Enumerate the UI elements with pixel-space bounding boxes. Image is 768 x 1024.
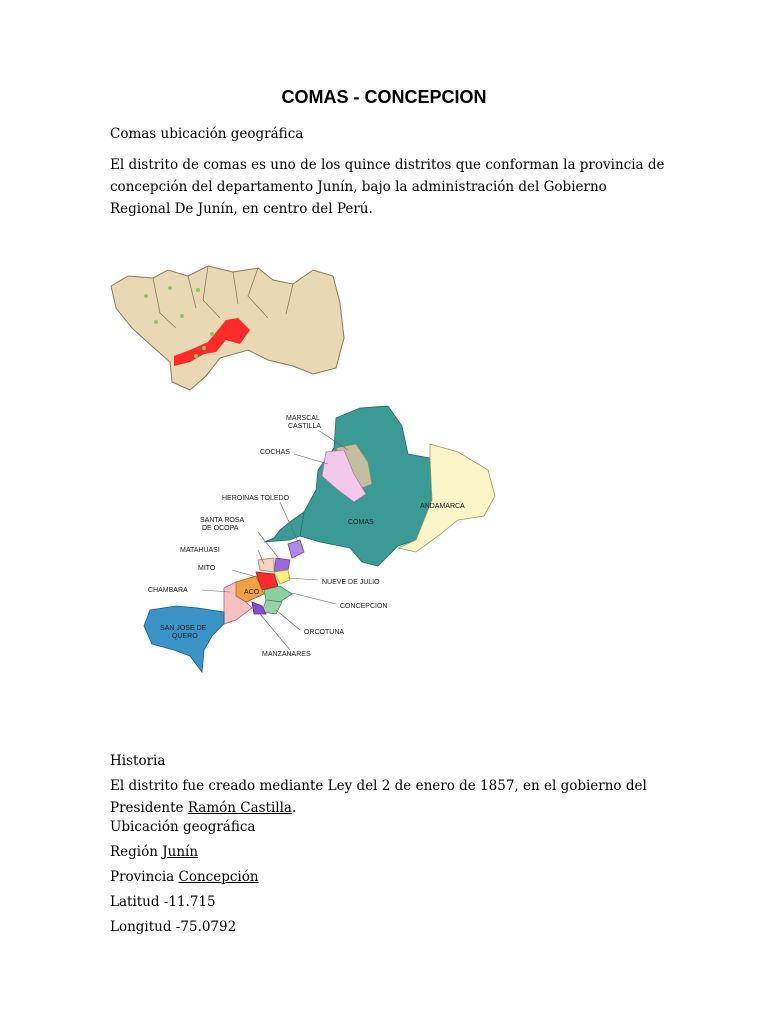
concepcion-link[interactable]: Concepción bbox=[178, 869, 259, 885]
province-label: Provincia bbox=[110, 869, 179, 885]
region-locator-map bbox=[108, 258, 348, 398]
label-manzanares: MANZANARES bbox=[262, 651, 311, 658]
label-orcotuna: ORCOTUNA bbox=[304, 629, 345, 636]
junin-link[interactable]: Junín bbox=[162, 844, 199, 860]
province-row bbox=[110, 866, 670, 888]
label-ocopa: DE OCOPA bbox=[202, 525, 239, 532]
longitude-row: Longitud -75.0792 bbox=[110, 919, 237, 935]
region-label: Región bbox=[110, 844, 163, 860]
district-map bbox=[140, 400, 510, 680]
location-heading: Comas ubicación geográfica bbox=[110, 126, 304, 142]
label-marscal: MARSCAL bbox=[286, 415, 320, 422]
corridor-shape bbox=[264, 512, 304, 542]
geo-heading: Ubicación geográfica bbox=[110, 819, 256, 835]
label-santa-rosa: SANTA ROSA bbox=[200, 517, 245, 524]
district-heroinas-toledo-shape bbox=[288, 540, 304, 558]
ramon-castilla-link[interactable]: Ramón Castilla bbox=[187, 800, 292, 816]
label-quero: QUERO bbox=[172, 633, 198, 640]
label-heroinas-toledo: HEROINAS TOLEDO bbox=[222, 495, 290, 502]
label-chambara: CHAMBARA bbox=[148, 587, 188, 594]
district-matahuasi-shape bbox=[258, 558, 274, 572]
latitude-row: Latitud -11.715 bbox=[110, 894, 216, 910]
label-andamarca: ANDAMARCA bbox=[420, 503, 465, 510]
label-san-jose: SAN JOSE DE bbox=[160, 625, 207, 632]
history-paragraph bbox=[110, 775, 670, 819]
region-row bbox=[110, 841, 670, 863]
label-castilla: CASTILLA bbox=[288, 423, 322, 430]
label-aco: ACO bbox=[244, 589, 260, 596]
label-nueve-julio: NUEVE DE JULIO bbox=[322, 579, 380, 586]
label-matahuasi: MATAHUASI bbox=[180, 547, 220, 554]
intro-paragraph: El distrito de comas es uno de los quince distritos que conforman la provincia de concepción del departamento Junín, bajo la administración del Gobierno Regional De Junín, en centro del Perú. bbox=[110, 157, 665, 217]
page-title: COMAS - CONCEPCION bbox=[281, 87, 487, 107]
history-heading: Historia bbox=[110, 753, 166, 769]
history-text: El distrito fue creado mediante Ley del 2 de enero de 1857, en el gobierno del Presidente bbox=[110, 778, 647, 816]
label-cochas: COCHAS bbox=[260, 449, 290, 456]
history-end: . bbox=[291, 800, 297, 816]
label-mito: MITO bbox=[198, 565, 216, 572]
label-comas: COMAS bbox=[348, 519, 374, 526]
label-concepcion: CONCEPCION bbox=[340, 603, 388, 610]
